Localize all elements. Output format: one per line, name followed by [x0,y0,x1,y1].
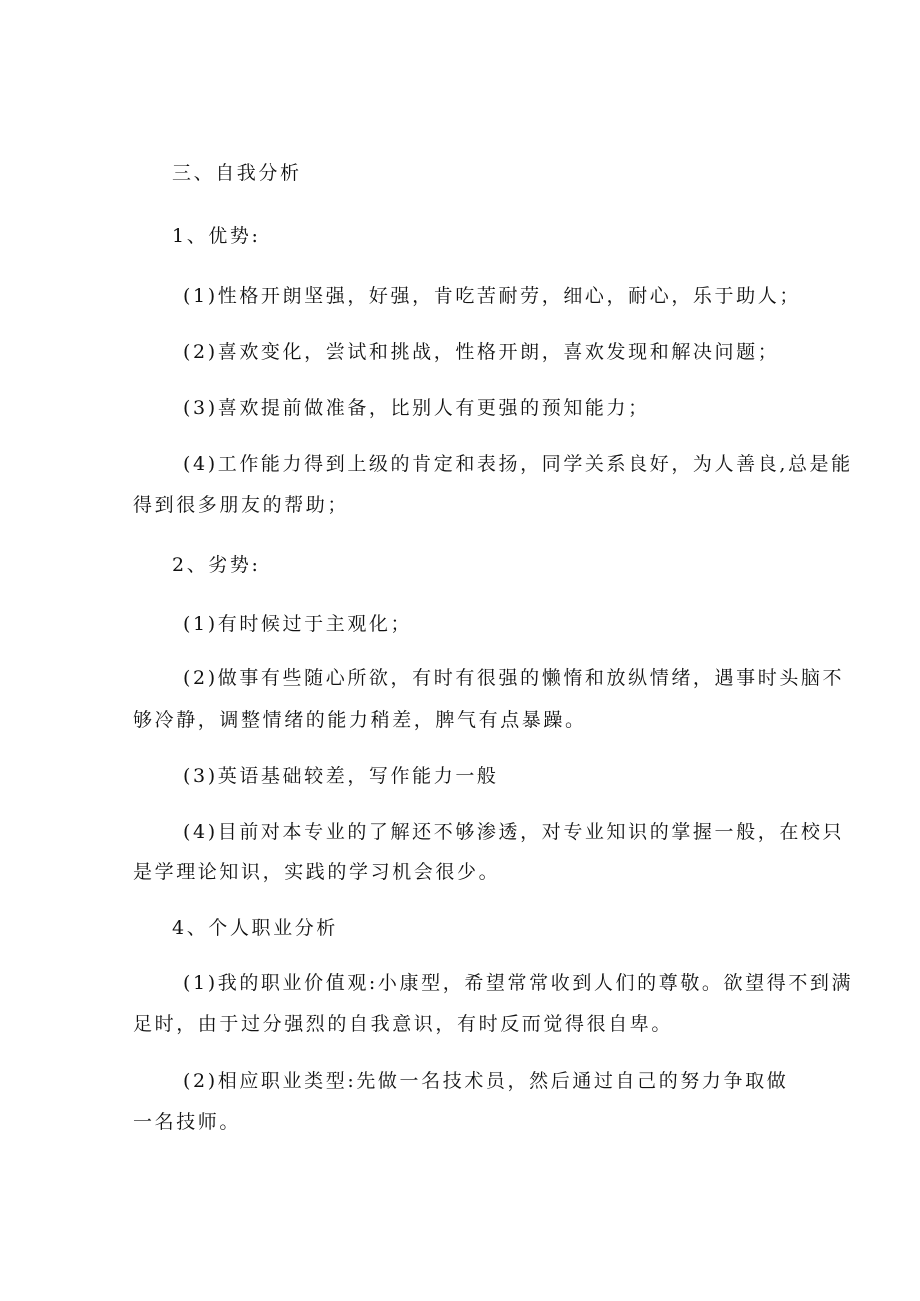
weaknesses-heading: 2、劣势: [172,554,261,576]
career-item-2-line-1: (2)相应职业类型:先做一名技术员，然后通过自己的努力争取做 [183,1070,789,1092]
weakness-item-2-line-2: 够冷静，调整情绪的能力稍差，脾气有点暴躁。 [133,709,587,731]
career-item-1-line-1: (1)我的职业价值观:小康型，希望常常收到人们的尊敬。欲望得不到满 [183,972,854,994]
weakness-item-1: (1)有时候过于主观化； [183,613,413,635]
strength-item-2: (2)喜欢变化，尝试和挑战，性格开朗，喜欢发现和解决问题； [183,341,780,363]
section-heading: 三、自我分析 [172,162,302,184]
strength-item-4-line-1: (4)工作能力得到上级的肯定和表扬，同学关系良好，为人善良,总是能 [183,453,853,475]
weakness-item-2-line-1: (2)做事有些随心所欲，有时有很强的懒惰和放纵情绪，遇事时头脑不 [183,667,845,689]
career-item-2-line-2: 一名技师。 [133,1111,242,1133]
weakness-item-4-line-2: 是学理论知识，实践的学习机会很少。 [133,861,501,883]
strength-item-4-line-2: 得到很多朋友的帮助； [133,494,350,516]
career-item-1-line-2: 足时，由于过分强烈的自我意识，有时反而觉得很自卑。 [133,1013,674,1035]
weakness-item-4-line-1: (4)目前对本专业的了解还不够渗透，对专业知识的掌握一般，在校只 [183,821,845,843]
strength-item-3: (3)喜欢提前做准备，比别人有更强的预知能力； [183,397,650,419]
career-heading: 4、个人职业分析 [172,917,338,939]
weakness-item-3: (3)英语基础较差，写作能力一般 [183,765,499,787]
strengths-heading: 1、优势: [172,225,261,247]
strength-item-1: (1)性格开朗坚强，好强，肯吃苦耐劳，细心，耐心，乐于助人； [183,285,801,307]
